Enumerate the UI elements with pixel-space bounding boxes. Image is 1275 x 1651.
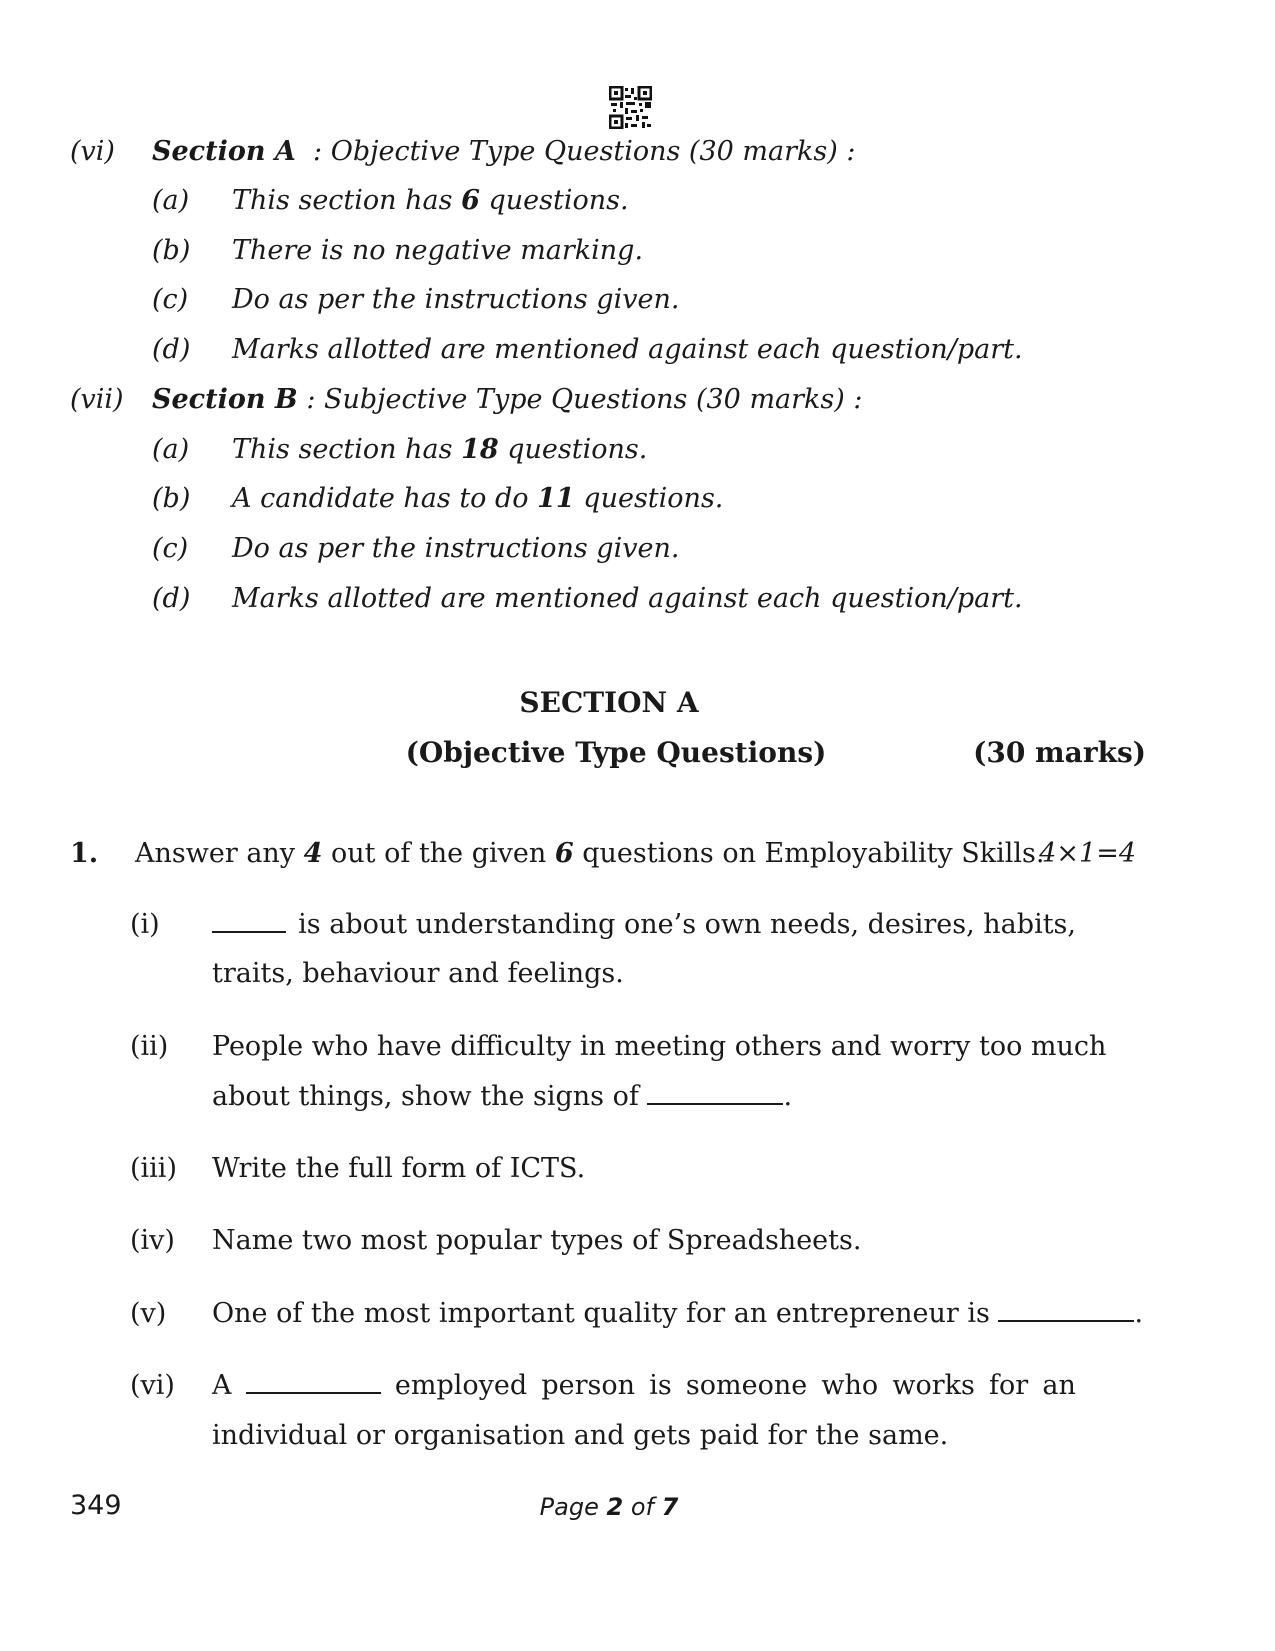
part-v-line	[212, 1298, 1143, 1330]
part-ii-line1: People who have difficulty in meeting others and worry too much	[212, 1031, 1107, 1062]
of-word: of	[630, 1493, 654, 1521]
instruction-vii-b-letter: (b)	[152, 483, 191, 514]
instruction-vi-a-text	[232, 185, 629, 217]
answer-blank	[647, 1081, 783, 1105]
instruction-vi-number: (vi)	[70, 136, 115, 167]
section-marks: (30 marks)	[973, 736, 1146, 769]
instruction-vii-b-text	[232, 483, 723, 515]
page-word: Page	[539, 1493, 599, 1521]
part-i-text: is about understanding one’s own needs, desires, habits,	[298, 909, 1076, 940]
instruction-vii-c-text: Do as per the instructions given.	[232, 533, 680, 564]
instruction-vi-heading	[152, 136, 855, 168]
word: for	[989, 1370, 1029, 1401]
text-post: questions.	[479, 185, 629, 216]
instruction-vii-desc: : Subjective Type Questions (30 marks) :	[306, 384, 863, 415]
part-iii-text: Write the full form of ICTS.	[212, 1153, 586, 1184]
instruction-vii-d-text: Marks allotted are mentioned against each question/part.	[232, 583, 1023, 614]
instruction-vi-b-text: There is no negative marking.	[232, 235, 644, 266]
instruction-vi-d-letter: (d)	[152, 334, 191, 365]
part-i-line2: traits, behaviour and feelings.	[212, 958, 624, 989]
part-vi-line2: individual or organisation and gets paid for the same.	[212, 1420, 949, 1451]
part-vi-number: (vi)	[130, 1370, 175, 1401]
part-ii-number: (ii)	[130, 1031, 169, 1062]
instruction-vii-d-letter: (d)	[152, 583, 191, 614]
text-pre: This section has	[232, 185, 462, 216]
instruction-vi-desc: : Objective Type Questions (30 marks) :	[313, 136, 856, 167]
instruction-vii-a-text	[232, 434, 647, 466]
word: employed	[394, 1370, 528, 1401]
instruction-vii-heading	[152, 384, 862, 416]
word: someone	[685, 1370, 808, 1401]
part-i-number: (i)	[130, 909, 160, 940]
part-iv-number: (iv)	[130, 1225, 175, 1256]
word: works	[892, 1370, 975, 1401]
qr-code-icon	[609, 86, 652, 129]
part-vi-line1	[212, 1370, 1076, 1402]
paper-code: 349	[70, 1490, 122, 1521]
instruction-vii-number: (vii)	[70, 384, 124, 415]
word: who	[821, 1370, 879, 1401]
answer-blank	[246, 1370, 381, 1394]
question-text	[135, 838, 1044, 870]
text-post: questions.	[498, 434, 648, 465]
answer-blank	[212, 909, 286, 933]
text-bold: 11	[537, 483, 575, 514]
instruction-vi-c-letter: (c)	[152, 284, 189, 315]
word: an	[1042, 1370, 1076, 1401]
page-number	[0, 1493, 1218, 1521]
part-ii-line2	[212, 1081, 792, 1113]
text-pre: A candidate has to do	[232, 483, 538, 514]
part-i-line1	[212, 909, 1076, 941]
q-text-part: questions on Employability Skills.	[573, 838, 1045, 869]
instruction-vi-a-letter: (a)	[152, 185, 190, 216]
text-post: questions.	[574, 483, 724, 514]
word: is	[649, 1370, 672, 1401]
section-title: SECTION A	[519, 686, 699, 719]
period: .	[1134, 1298, 1144, 1329]
period: .	[783, 1081, 793, 1112]
part-v-number: (v)	[130, 1298, 167, 1329]
word: person	[541, 1370, 636, 1401]
section-a-label: Section A	[152, 136, 296, 167]
instruction-vi-d-text: Marks allotted are mentioned against each question/part.	[232, 334, 1023, 365]
text-bold: 18	[461, 434, 499, 465]
part-iv-text: Name two most popular types of Spreadsheets.	[212, 1225, 862, 1256]
instruction-vii-c-letter: (c)	[152, 533, 189, 564]
q-text-part: Answer any	[135, 838, 304, 869]
word: A	[212, 1370, 232, 1401]
instruction-vi-b-letter: (b)	[152, 235, 191, 266]
text-pre: This section has	[232, 434, 462, 465]
section-subtitle: (Objective Type Questions)	[405, 736, 827, 769]
question-number: 1.	[70, 838, 99, 869]
text-bold: 6	[461, 185, 480, 216]
part-ii-text: about things, show the signs of	[212, 1081, 639, 1112]
instruction-vii-a-letter: (a)	[152, 434, 190, 465]
q-count-answer: 4	[303, 838, 323, 869]
answer-blank	[998, 1298, 1134, 1322]
q-text-part: out of the given	[322, 838, 555, 869]
current-page: 2	[606, 1493, 624, 1521]
q-count-given: 6	[554, 838, 574, 869]
question-marks: 4×1=4	[1039, 838, 1136, 869]
part-iii-number: (iii)	[130, 1153, 177, 1184]
instruction-vi-c-text: Do as per the instructions given.	[232, 284, 680, 315]
total-pages: 7	[661, 1493, 679, 1521]
section-b-label: Section B	[152, 384, 298, 415]
part-v-text: One of the most important quality for an entrepreneur is	[212, 1298, 990, 1329]
